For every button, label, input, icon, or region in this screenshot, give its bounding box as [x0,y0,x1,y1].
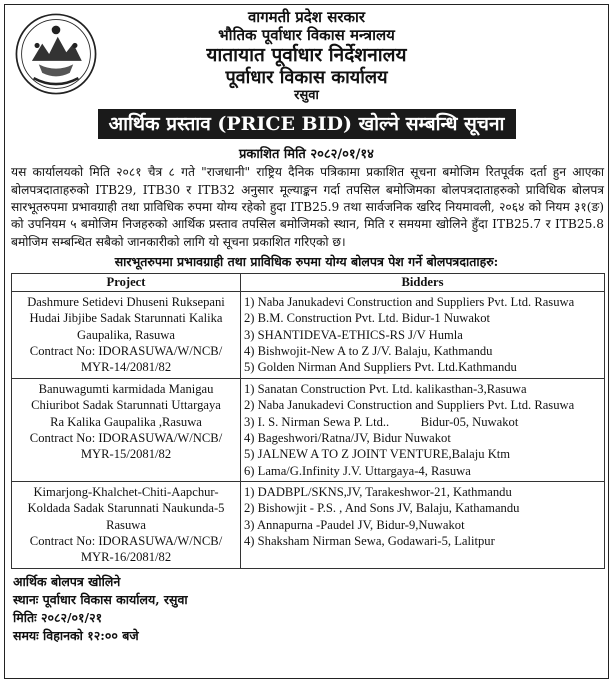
published-date: प्रकाशित मिति २०८२/०१/१४ [239,147,374,163]
project-line: Hudai Jibjibe Sadak Starunnati Kalika [29,311,223,326]
header-district: रसुवा [294,88,319,104]
bidder-item: 5) Golden Nirman And Suppliers Pvt. Ltd.Kathmandu [244,360,517,375]
bidder-item: 3) Annapurna -Paudel JV, Bidur-9,Nuwakot [244,517,465,532]
bidder-item: 2) Bishowjit - P.S. , And Sons JV, Balaju, Kathamandu [244,501,520,516]
notice-body-text: यस कार्यालयको मिति २०८१ चैत्र ८ गते "राजधानी" राष्ट्रिय दैनिक पत्रिकामा प्रकाशित सूचना बमोजिम रितपूर्वक दर्ता हुन आएका बोलपत्रदाताहरुको ITB29, ITB30 र ITB32 अनुसार मूल्याङ्कन गर्दा तपसिल बमोजिमका बोलपत्रदाताहरुको प्राविधिक बोलपत्र सारभूतरुपमा प्रभावग्राही तथा प्राविधिक रुपमा योग्य रहेको हुदा ITB25.9 तथा सार्वजनिक खरिद नियमावली, २०६४ को नियम ३१(ङ) को उपनियम ५ बमोजिम निजहरुको आर्थिक प्रस्ताव तपसिल बमोजिमको स्थान, मिति र समयमा खोलिने हुँदा ITB25.7 र ITB25.8 बमोजिम सम्बन्धित सबैको जानकारीको लागि यो सूचना प्रकाशित गरिएको छ। [11,165,604,249]
header-ministry: भौतिक पूर्वाधार विकास मन्त्रालय [218,25,395,44]
bidder-item: 3) I. S. Nirman Sewa P. Ltd.. Bidur-05, Nuwakot [244,414,519,429]
project-line: Dashmure Setidevi Dhuseni Ruksepani [27,294,225,309]
project-cell [12,378,241,481]
bidders-cell [241,291,605,378]
table-row [12,291,605,378]
header-province: वागमती प्रदेश सरकार [247,8,366,26]
project-line: Gaupalika, Rasuwa [77,327,175,342]
project-line: Kimarjong-Khalchet-Chiti-Aapchur- [33,484,219,499]
project-line: Banuwagumti karmidada Manigau [38,381,214,396]
opening-heading: आर्थिक बोलपत्र खोलिने [13,573,121,589]
contract-number: Contract No: IDORASUWA/W/NCB/ [29,534,223,549]
bidders-column-header: Bidders [241,273,605,291]
bidder-item: 4) Shaksham Nirman Sewa, Godawari-5, Lalitpur [244,534,495,549]
bidders-table [11,273,605,569]
header-office: पूर्वाधार विकास कार्यालय [225,66,388,88]
contract-number: MYR-15/2081/82 [80,447,172,462]
table-row [12,378,605,481]
table-header-row [12,273,605,291]
bidders-cell [241,481,605,568]
notice-title-banner: आर्थिक प्रस्ताव (PRICE BID) खोल्ने सम्बन्धि सूचना [98,109,516,139]
bidder-item: 5) JALNEW A TO Z JOINT VENTURE,Balaju Ktm [244,447,511,462]
project-line: Rasuwa [106,517,146,532]
bidder-item: 2) B.M. Construction Pvt. Ltd. Bidur-1 Nuwakot [244,311,491,326]
bidder-item: 4) Bishwojit-New A to Z J/V. Balaju, Kathmandu [244,344,493,359]
bidder-item: 1) Naba Janukadevi Construction and Suppliers Pvt. Ltd. Rasuwa [244,294,575,309]
table-row [12,481,605,568]
bidder-item: 4) Bageshwori/Ratna/JV, Bidur Nuwakot [244,430,451,445]
contract-number: Contract No: IDORASUWA/W/NCB/ [29,344,223,359]
bidder-item: 1) DADBPL/SKNS,JV, Tarakeshwor-21, Kathmandu [244,484,512,499]
opening-place: स्थानः पूर्वाधार विकास कार्यालय, रसुवा [13,591,188,607]
nepal-emblem-icon [13,11,99,97]
contract-number: MYR-16/2081/82 [80,550,172,565]
contract-number: MYR-14/2081/82 [80,360,172,375]
bidder-item: 6) Lama/G.Infinity J.V. Uttargaya-4, Rasuwa [244,463,471,478]
opening-date: मितिः २०८२/०१/२१ [13,609,103,625]
project-cell [12,291,241,378]
project-column-header: Project [12,273,241,291]
bidder-item: 3) SHANTIDEVA-ETHICS-RS J/V Humla [244,327,463,342]
bidders-cell [241,378,605,481]
table-subtitle: सारभूतरुपमा प्रभावग्राही तथा प्राविधिक रुपमा योग्य बोलपत्र पेश गर्ने बोलपत्रदाताहरु: [114,253,499,269]
bidder-item: 2) Naba Janukadevi Construction and Suppliers Pvt. Ltd. Rasuwa [244,398,575,413]
project-line: Koldada Sadak Starunnati Naukunda-5 [27,501,225,516]
opening-details [5,569,608,646]
contract-number: Contract No: IDORASUWA/W/NCB/ [29,430,223,445]
header-directorate: यातायात पूर्वाधार निर्देशनालय [206,44,407,67]
project-line: Ra Kalika Gaupalika ,Rasuwa [50,414,202,429]
opening-time: समयः विहानको १२:०० बजे [13,628,139,644]
bidder-item: 1) Sanatan Construction Pvt. Ltd. kalikasthan-3,Rasuwa [244,381,527,396]
project-line: Chiuribot Sadak Starunnati Uttargaya [31,398,221,413]
project-cell [12,481,241,568]
notice-page [4,4,609,679]
